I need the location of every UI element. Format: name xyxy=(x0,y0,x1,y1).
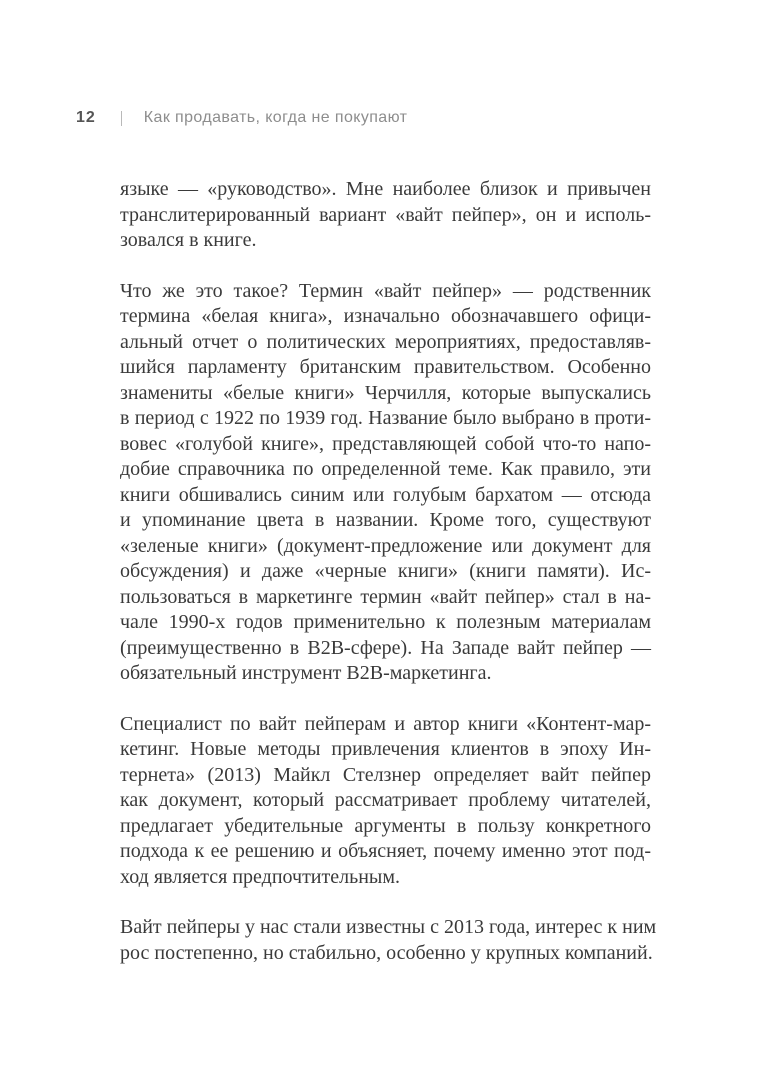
text-line: Что же это такое? Термин «вайт пейпер» — родственник xyxy=(120,279,651,302)
text-line: чале 1990-х годов применительно к полезным материалам xyxy=(120,611,651,633)
running-title: Как продавать, когда не покупают xyxy=(143,109,408,126)
text-line: зовался в книге. xyxy=(120,229,257,251)
text-line: добие справочника по определенной теме. Как правило, эти xyxy=(120,458,651,480)
text-line: книги обшивались синим или голубым бархатом — отсюда xyxy=(120,483,651,506)
text-line: языке — «руководство». Мне наиболее близок и привычен xyxy=(120,178,651,200)
paragraph xyxy=(120,279,651,687)
page-number: 12 xyxy=(76,109,96,126)
text-line: предлагает убедительные аргументы в пользу конкретного xyxy=(120,814,651,837)
header-separator xyxy=(121,111,122,126)
text-line: (преимущественно в B2B-сфере). На Западе вайт пейпер — xyxy=(120,636,651,659)
text-line: ход является предпочтительным. xyxy=(120,865,401,888)
paragraph xyxy=(120,915,657,966)
text-line: термина «белая книга», изначально обозначавшего офици- xyxy=(120,305,651,327)
text-line: «зеленые книги» (документ-предложение или документ для xyxy=(120,534,651,557)
text-line: обязательный инструмент B2B-маркетинга. xyxy=(120,662,492,684)
text-line: Вайт пейперы у нас стали известны с 2013 года, интерес к ним xyxy=(120,916,657,938)
text-line: и упоминание цвета в названии. Кроме того, существуют xyxy=(120,509,651,531)
paragraph xyxy=(120,712,651,891)
text-line: обсуждения) и даже «черные книги» (книги памяти). Ис- xyxy=(120,560,651,582)
text-line: пользоваться в маркетинге термин «вайт пейпер» стал в на- xyxy=(120,585,651,608)
text-line: в период с 1922 по 1939 год. Название было выбрано в проти- xyxy=(120,407,651,429)
text-line: тернета» (2013) Майкл Стелзнер определяет вайт пейпер xyxy=(120,763,651,786)
text-line: транслитерированный вариант «вайт пейпер», он и исполь- xyxy=(120,203,651,226)
running-header xyxy=(76,109,407,127)
text-line: альный отчет о политических мероприятиях, предоставляв- xyxy=(120,330,651,353)
text-line: знамениты «белые книги» Черчилля, которые выпускались xyxy=(120,381,651,404)
text-column xyxy=(120,177,657,966)
text-line: вовес «голубой книге», представляющей собой что-то напо- xyxy=(120,432,651,455)
text-line: как документ, который рассматривает проблему читателей, xyxy=(120,789,651,811)
text-line: шийся парламенту британским правительством. Особенно xyxy=(120,356,651,378)
text-line: Специалист по вайт пейперам и автор книги «Контент-мар- xyxy=(120,712,651,735)
paragraph xyxy=(120,177,651,254)
text-line: кетинг. Новые методы привлечения клиентов в эпоху Ин- xyxy=(120,738,651,760)
text-line: подхода к ее решению и объясняет, почему именно этот под- xyxy=(120,840,651,862)
text-line: рос постепенно, но стабильно, особенно у крупных компаний. xyxy=(120,941,653,964)
